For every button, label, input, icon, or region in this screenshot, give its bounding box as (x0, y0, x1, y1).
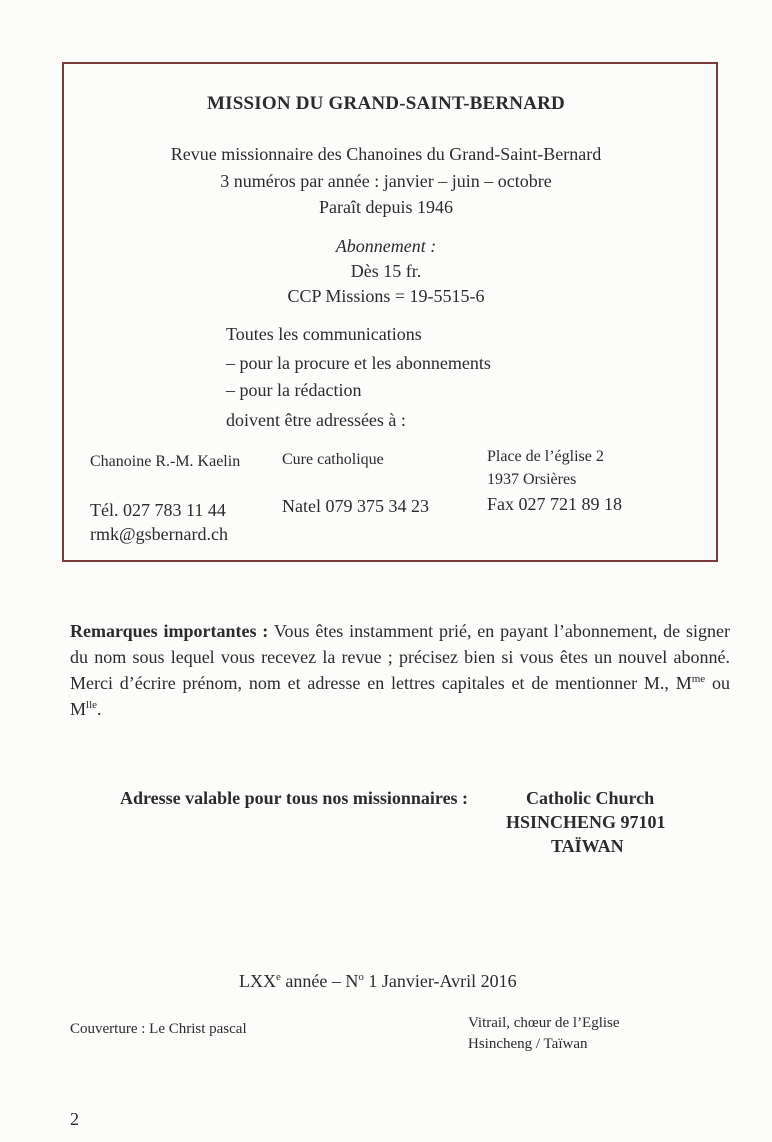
subtitle-line-3: Paraît depuis 1946 (319, 197, 453, 217)
issue-sup-o: o (358, 971, 364, 983)
remarks-text-1: Vous êtes instamment prié, en payant l’abonnement, de signer du nom sous lequel vous recevez la revue ; précisez bien si vous êtes un nouvel abonné. Merci d’écrire prénom, nom et adresse en lettres capitales et de mentionner M., M (70, 621, 730, 693)
remarks-label: Remarques importantes : (70, 621, 269, 641)
contact-organization: Cure catholique (282, 451, 384, 468)
contact-street: Place de l’église 2 (487, 448, 604, 465)
page-number: 2 (70, 1109, 79, 1129)
contact-telephone: Tél. 027 783 11 44 (90, 500, 226, 520)
contact-name: Chanoine R.-M. Kaelin (90, 453, 241, 470)
subscription-price: Dès 15 fr. (350, 261, 422, 281)
address-line-1: Catholic Church (526, 788, 655, 808)
contact-fax: Fax 027 721 89 18 (487, 494, 622, 514)
remarks-sup-me: me (691, 673, 706, 685)
remarks-text-3: . (97, 699, 102, 719)
subscription-label: Abonnement : (335, 236, 437, 256)
issue-prefix: LXX (239, 971, 276, 991)
subtitle-line-1: Revue missionnaire des Chanoines du Grand-Saint-Bernard (170, 144, 602, 164)
issue-middle: année – N (280, 971, 359, 991)
remarks-text-2: ou M (70, 673, 731, 719)
communications-intro: Toutes les communications (226, 324, 422, 344)
address-line-3: TAÏWAN (551, 836, 624, 856)
contact-mobile: Natel 079 375 34 23 (282, 496, 429, 516)
address-label: Adresse valable pour tous nos missionnaires : (120, 788, 469, 808)
communications-item-redaction: – pour la rédaction (226, 380, 362, 400)
cover-value: Le Christ pascal (149, 1021, 247, 1037)
info-box-frame (62, 62, 718, 562)
communications-item-procure: – pour la procure et les abonnements (226, 353, 491, 373)
contact-city: 1937 Orsières (487, 471, 577, 488)
mission-title: MISSION DU GRAND-SAINT-BERNARD (207, 93, 565, 114)
cover-caption-line-1: Vitrail, chœur de l’Eglise (468, 1015, 620, 1031)
contact-email[interactable]: rmk@gsbernard.ch (90, 524, 229, 544)
address-line-2: HSINCHENG 97101 (506, 812, 666, 832)
communications-outro: doivent être adressées à : (226, 410, 406, 430)
remarks-sup-lle: lle (86, 699, 98, 711)
issue-suffix: 1 Janvier-Avril 2016 (363, 971, 517, 991)
cover-label (70, 1021, 247, 1038)
cover-label-text: Couverture : (70, 1021, 146, 1037)
cover-caption-line-2: Hsincheng / Taïwan (468, 1036, 588, 1052)
important-remarks (70, 618, 730, 722)
subtitle-line-2: 3 numéros par année : janvier – juin – octobre (220, 171, 552, 191)
subscription-ccp: CCP Missions = 19-5515-6 (287, 286, 485, 306)
issue-line (239, 971, 517, 992)
issue-sup-e: e (276, 971, 281, 983)
